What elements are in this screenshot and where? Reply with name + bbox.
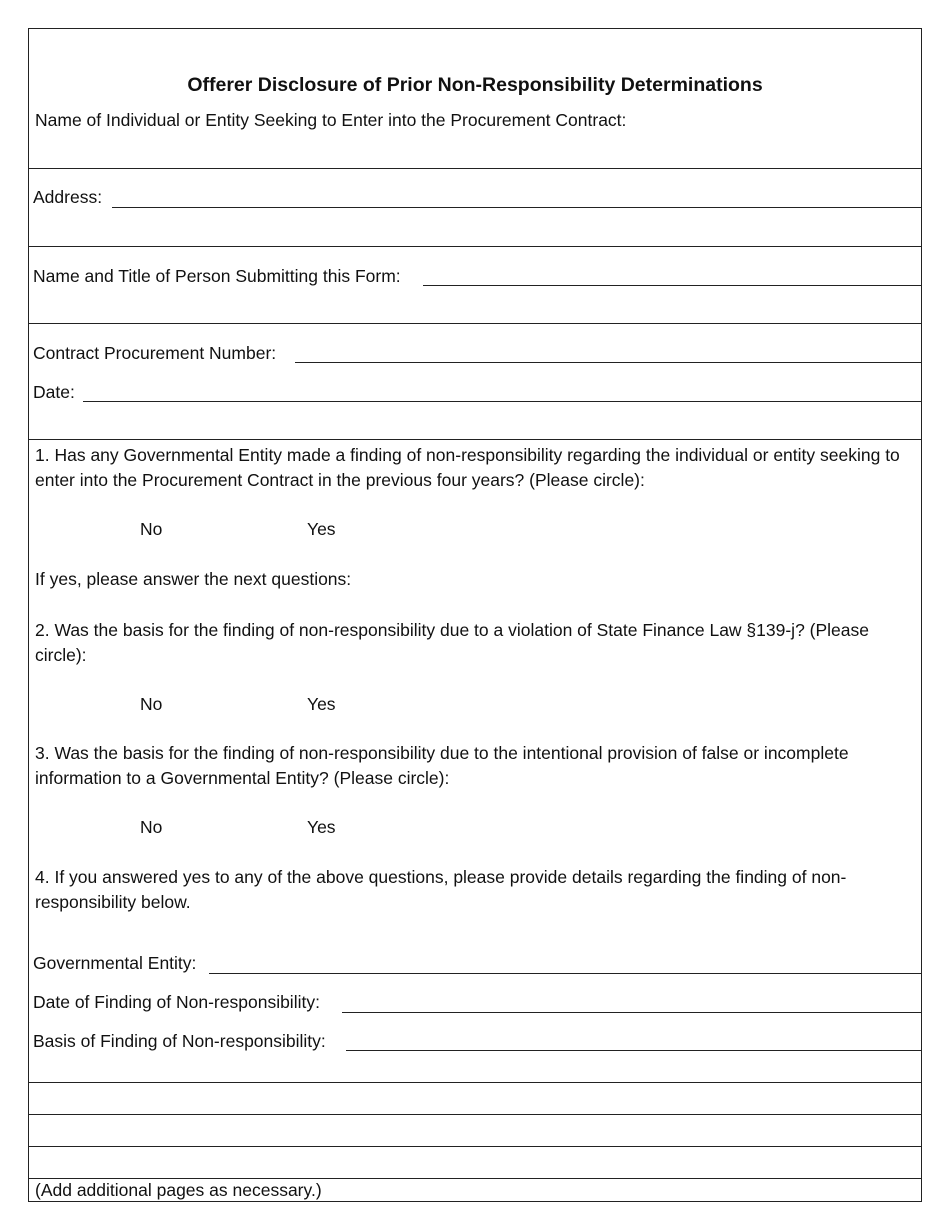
form-title: Offerer Disclosure of Prior Non-Responsibility Determinations <box>187 74 763 96</box>
q3-no-option[interactable]: No <box>140 817 163 837</box>
submitter-field[interactable] <box>423 285 922 286</box>
contract-number-field[interactable] <box>295 362 922 363</box>
q2-yes-option[interactable]: Yes <box>307 694 336 714</box>
question-2: 2. Was the basis for the finding of non-responsibility due to a violation of State Finance Law §139-j? (Please circle): <box>35 620 870 665</box>
governmental-entity-field[interactable] <box>209 973 922 974</box>
address-label: Address: <box>33 187 103 207</box>
divider <box>28 246 922 247</box>
finding-date-label: Date of Finding of Non-responsibility: <box>33 992 320 1012</box>
basis-field-line[interactable] <box>28 1114 922 1115</box>
governmental-entity-label: Governmental Entity: <box>33 953 197 973</box>
q1-yes-option[interactable]: Yes <box>307 519 336 539</box>
date-label: Date: <box>33 382 75 402</box>
basis-field[interactable] <box>346 1050 922 1051</box>
question-3: 3. Was the basis for the finding of non-responsibility due to the intentional provision of false or incomplete information to a Governmental Entity? (Please circle): <box>35 743 849 788</box>
basis-field-line[interactable] <box>28 1082 922 1083</box>
basis-label: Basis of Finding of Non-responsibility: <box>33 1031 326 1051</box>
form-border <box>28 28 922 1202</box>
additional-pages-note: (Add additional pages as necessary.) <box>35 1180 322 1200</box>
divider <box>28 323 922 324</box>
q1-no-option[interactable]: No <box>140 519 163 539</box>
address-field[interactable] <box>112 207 922 208</box>
contract-number-label: Contract Procurement Number: <box>33 343 277 363</box>
entity-name-label: Name of Individual or Entity Seeking to Enter into the Procurement Contract: <box>35 110 627 130</box>
date-field[interactable] <box>83 401 922 402</box>
question-4: 4. If you answered yes to any of the above questions, please provide details regarding the finding of non-responsibility below. <box>35 867 847 912</box>
finding-date-field[interactable] <box>342 1012 922 1013</box>
divider <box>28 439 922 440</box>
basis-field-line[interactable] <box>28 1146 922 1147</box>
q2-no-option[interactable]: No <box>140 694 163 714</box>
submitter-label: Name and Title of Person Submitting this Form: <box>33 266 401 286</box>
divider <box>28 168 922 169</box>
if-yes-instruction: If yes, please answer the next questions: <box>35 569 352 589</box>
question-1: 1. Has any Governmental Entity made a finding of non-responsibility regarding the individual or entity seeking to enter into the Procurement Contract in the previous four years? (Please circle): <box>35 445 900 490</box>
q3-yes-option[interactable]: Yes <box>307 817 336 837</box>
